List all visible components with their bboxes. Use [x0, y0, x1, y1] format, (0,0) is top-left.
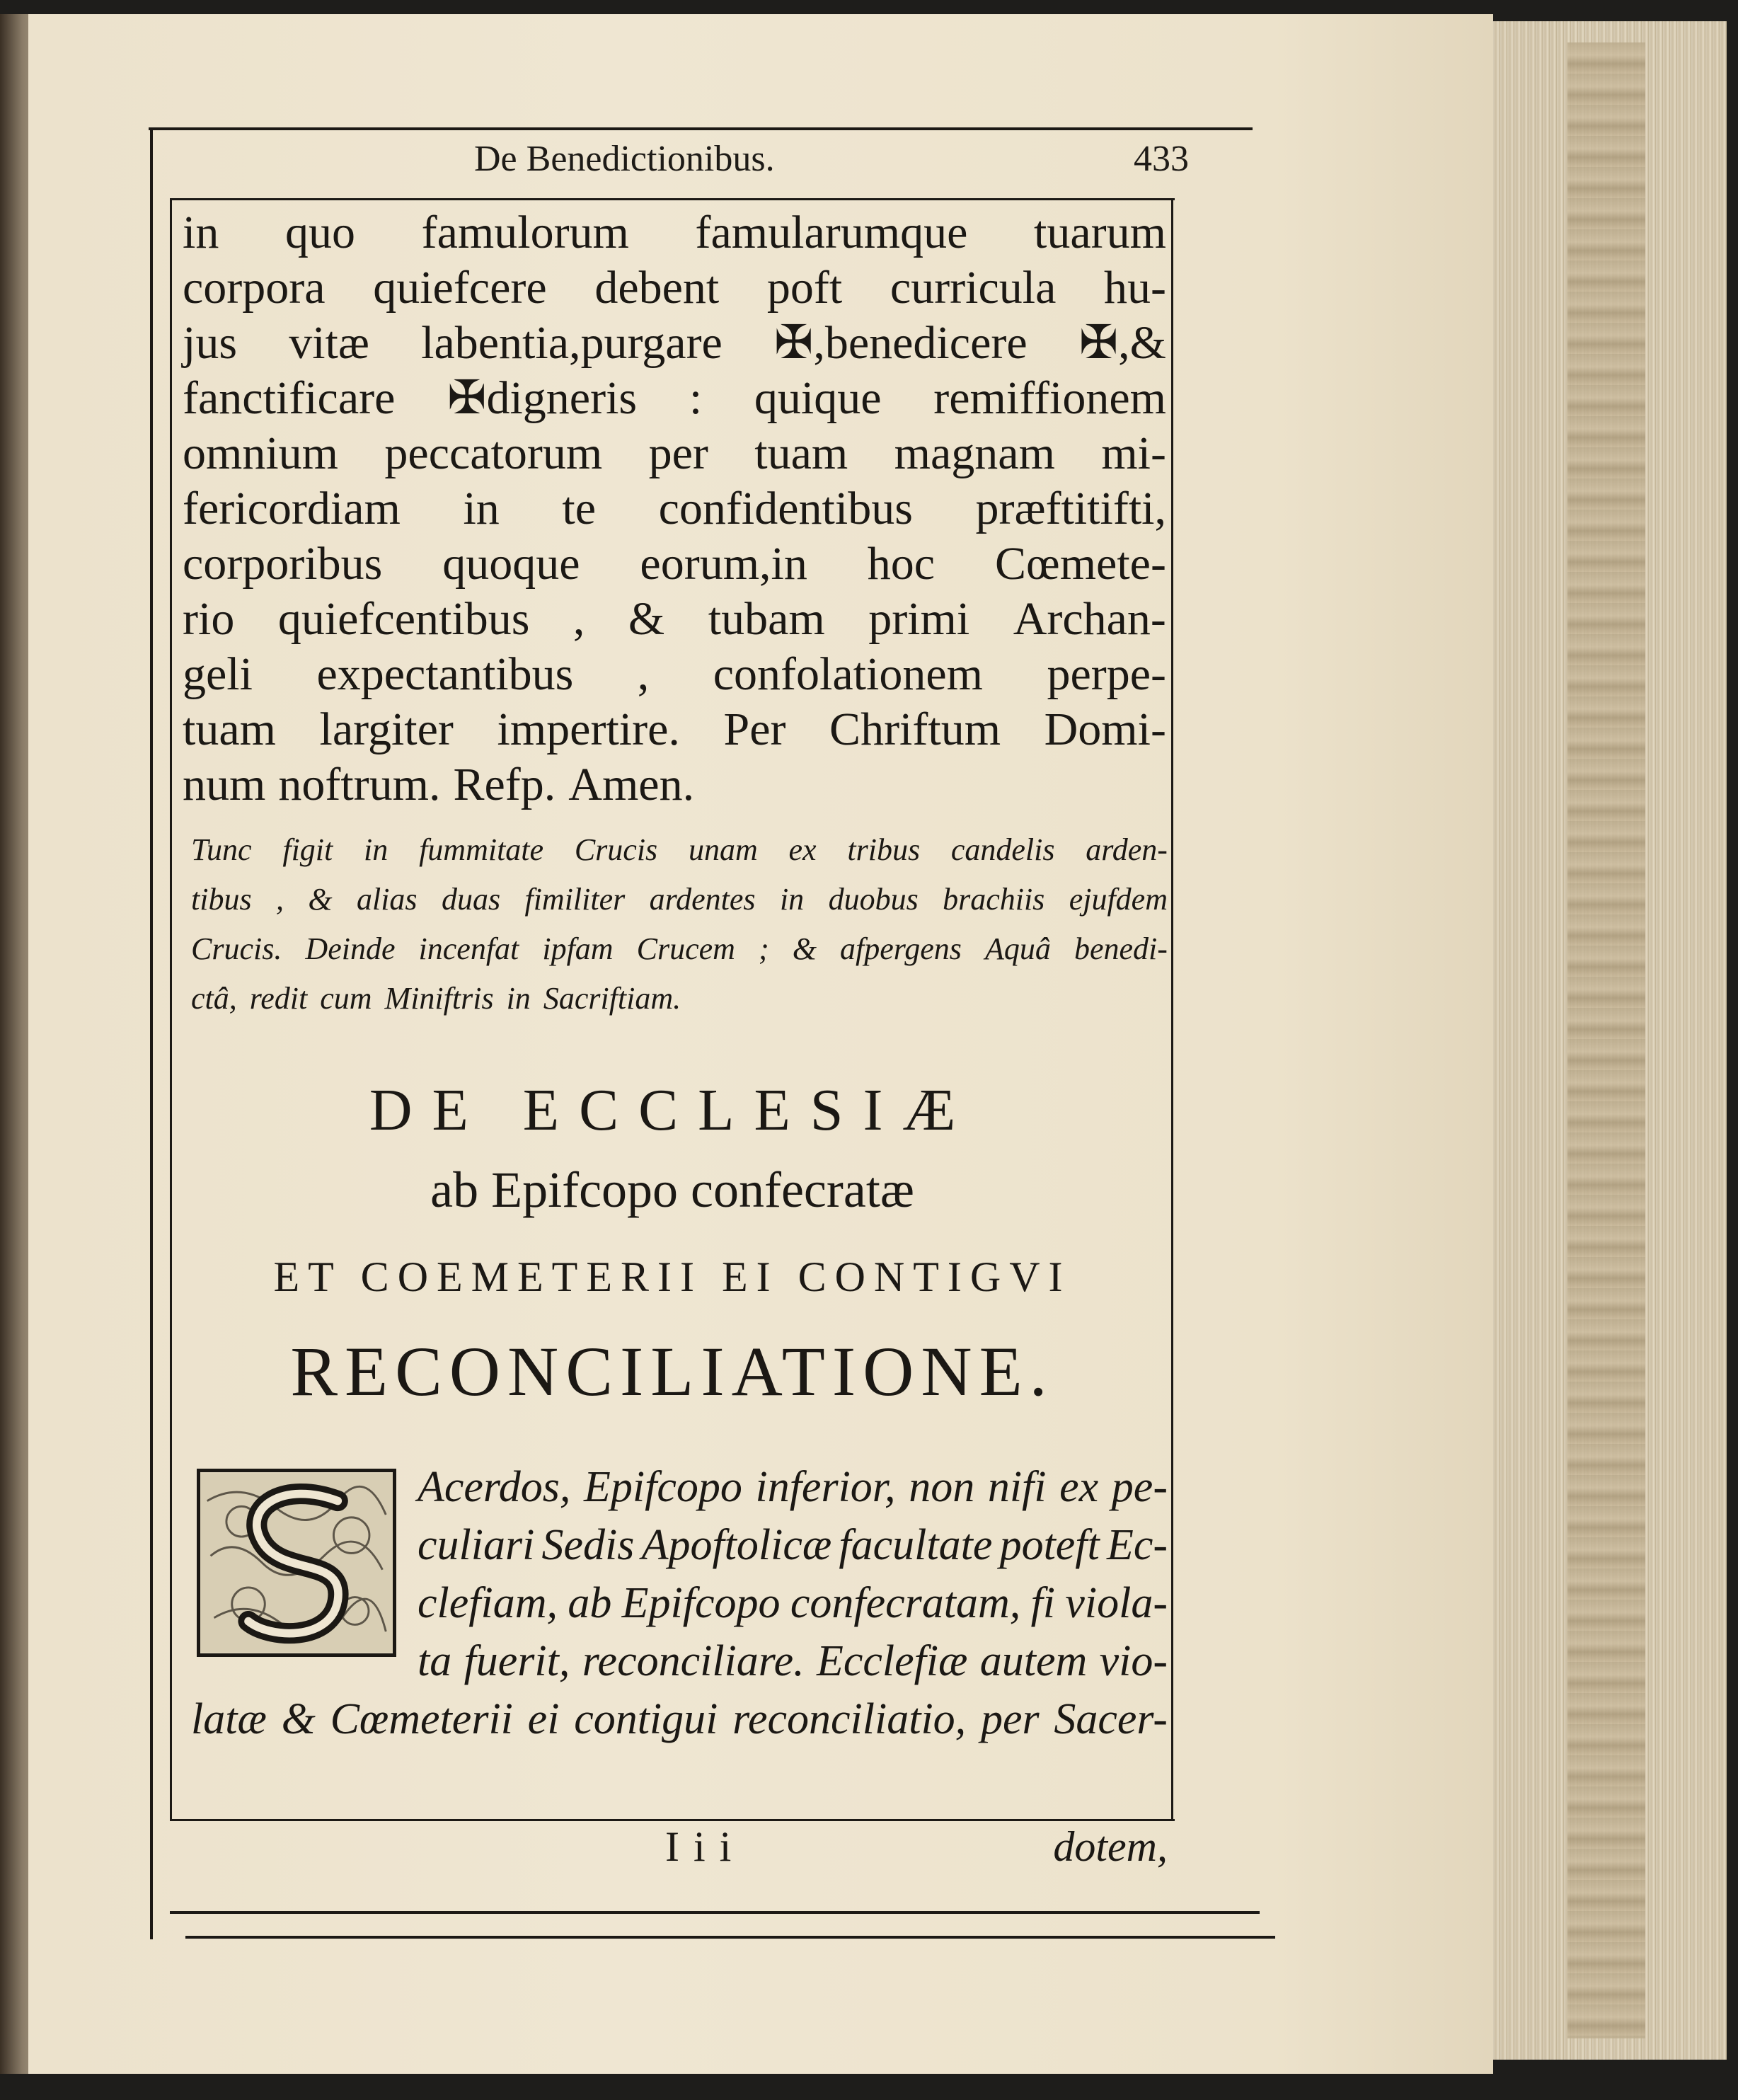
rubric-word: fimiliter	[524, 882, 626, 917]
prayer-word: tuam	[754, 428, 848, 479]
rubric-last-word: Sacriftiam.	[543, 981, 681, 1016]
prayer-word: te	[562, 483, 597, 534]
prayer-word: in	[183, 207, 219, 258]
frame-rule-base	[185, 1936, 1275, 1939]
section-title-line-3: ET COEMETERII EI CONTIGVI	[273, 1253, 1071, 1300]
rubric-word: ;	[759, 931, 769, 966]
section-title-line-1: DE ECCLESIÆ	[369, 1077, 976, 1143]
introduction-text	[418, 1458, 1168, 1690]
rubric-line	[191, 924, 1168, 974]
signature-mark: Iii	[665, 1823, 746, 1870]
intro-word: nifi	[987, 1463, 1047, 1511]
prayer-word: rio	[183, 593, 235, 645]
prayer-word: vitæ	[289, 317, 369, 369]
intro-word: viola-	[1065, 1579, 1168, 1627]
woodcut-initial-s	[197, 1469, 396, 1657]
intro-word: non	[909, 1463, 975, 1511]
intro-full-line	[191, 1690, 1168, 1748]
prayer-word: famulorum	[421, 207, 629, 258]
intro-short-word: Ecclefiæ	[816, 1637, 968, 1685]
intro-word: ab	[568, 1579, 612, 1627]
catchword: dotem,	[1053, 1823, 1168, 1870]
prayer-word: eorum,in	[640, 538, 807, 590]
page-fore-edge-shadow	[1567, 42, 1645, 2038]
rubric-word: Deinde	[305, 931, 396, 966]
prayer-last-word: Amen.	[568, 759, 695, 810]
prayer-line	[183, 481, 1166, 537]
intro-word: confecratam,	[790, 1579, 1021, 1627]
prayer-word: quoque	[442, 538, 580, 590]
intro-word: Apoftolicæ	[641, 1521, 832, 1569]
prayer-word: quiefcere	[373, 262, 547, 314]
prayer-word: per	[648, 428, 708, 479]
rubric-last-word: Miniftris	[384, 981, 494, 1016]
frame-rule-bottom	[170, 1911, 1260, 1914]
prayer-line	[183, 316, 1166, 371]
intro-word: Epifcopo	[584, 1463, 742, 1511]
intro-word: pe-	[1111, 1463, 1168, 1511]
rubric-word: fummitate	[419, 832, 544, 867]
prayer-word: fanctificare	[183, 372, 396, 424]
prayer-line	[183, 260, 1166, 316]
prayer-word: Cœmete-	[995, 538, 1166, 590]
intro-full-word: per	[980, 1695, 1040, 1743]
rubric-word: ,	[275, 882, 284, 917]
rubric-last-word: in	[506, 981, 531, 1016]
prayer-word: debent	[594, 262, 720, 314]
rubric-word: ex	[788, 832, 817, 867]
intro-word: culiari	[418, 1521, 535, 1569]
prayer-word: peccatorum	[384, 428, 603, 479]
prayer-word: remiffionem	[933, 372, 1166, 424]
rubric-word: Crucis	[574, 832, 658, 867]
prayer-word: :	[689, 372, 703, 424]
prayer-word: quiefcentibus	[277, 593, 530, 645]
running-head	[212, 138, 1189, 195]
prayer-last-word: Refp.	[453, 759, 556, 810]
prayer-word: mi-	[1101, 428, 1166, 479]
prayer-word: labentia,purgare	[421, 317, 723, 369]
rubric-word: duobus	[828, 882, 919, 917]
prayer-word: in	[463, 483, 500, 534]
prayer-word: corpora	[183, 262, 326, 314]
rubric-word: arden-	[1086, 832, 1168, 867]
intro-word: Acerdos,	[418, 1463, 571, 1511]
intro-line	[418, 1574, 1168, 1632]
rubric-word: candelis	[950, 832, 1055, 867]
rubric-word: benedi-	[1074, 931, 1168, 966]
prayer-word: perpe-	[1047, 648, 1166, 700]
rubric-word: alias	[356, 882, 418, 917]
intro-line	[418, 1516, 1168, 1574]
prayer-word: Per	[723, 704, 786, 755]
intro-full-word: Sacer-	[1054, 1695, 1168, 1743]
frame-rule-above-footer	[170, 1819, 1175, 1821]
prayer-word: curricula	[890, 262, 1057, 314]
intro-short-word: reconciliare.	[582, 1637, 805, 1685]
prayer-word: tubam	[708, 593, 825, 645]
prayer-word: confolationem	[713, 648, 983, 700]
introduction-text-full-width	[191, 1690, 1168, 1748]
frame-rule-left	[150, 127, 153, 1939]
prayer-word: ,	[637, 648, 650, 700]
prayer-word: fericordiam	[183, 483, 401, 534]
intro-word: Sedis	[541, 1521, 635, 1569]
rubric-word: in	[364, 832, 389, 867]
rubric-word: unam	[688, 832, 758, 867]
prayer-word: jus	[183, 317, 238, 369]
rubric-word: Crucis.	[191, 931, 282, 966]
prayer-word: expectantibus	[316, 648, 574, 700]
rubric-last-word: redit	[249, 981, 308, 1016]
prayer-word: Chriftum	[829, 704, 1001, 755]
prayer-word: famularumque	[695, 207, 968, 258]
prayer-word: Domi-	[1044, 704, 1166, 755]
frame-rule-left-inner	[170, 198, 172, 1819]
frame-rule-under-head	[170, 198, 1175, 200]
intro-short-line	[418, 1632, 1168, 1690]
intro-word: Epifcopo	[621, 1579, 781, 1627]
rubric-line	[191, 825, 1168, 875]
rubric-word: duas	[441, 882, 501, 917]
prayer-word: omnium	[183, 428, 339, 479]
prayer-line	[183, 426, 1166, 481]
intro-full-word: reconciliatio,	[732, 1695, 967, 1743]
intro-word: fi	[1030, 1579, 1056, 1627]
intro-short-word: autem	[979, 1637, 1088, 1685]
prayer-word: ,	[572, 593, 585, 645]
woodcut-initial-s-image	[200, 1472, 393, 1653]
intro-full-word: Cœmeterii	[330, 1695, 513, 1743]
rubric-word: figit	[282, 832, 333, 867]
prayer-word: quique	[754, 372, 882, 424]
rubric-last-line	[191, 974, 1168, 1023]
rubric-word: Tunc	[191, 832, 252, 867]
prayer-word: &	[628, 593, 665, 645]
rubric-word: Aquâ	[985, 931, 1051, 966]
rubric-word: ejufdem	[1069, 882, 1168, 917]
rubric-word: brachiis	[943, 882, 1045, 917]
prayer-line	[183, 537, 1166, 592]
rubric-word: &	[792, 931, 817, 966]
intro-word: inferior,	[755, 1463, 896, 1511]
rubric-last-word: ctâ,	[191, 981, 237, 1016]
rubric-line	[191, 875, 1168, 924]
rubric-instruction	[191, 825, 1168, 1023]
prayer-line	[183, 371, 1166, 426]
prayer-word: confidentibus	[658, 483, 913, 534]
page-footer	[184, 1823, 1168, 1879]
prayer-word: magnam	[894, 428, 1055, 479]
intro-line	[418, 1458, 1168, 1516]
rubric-last-word: cum	[320, 981, 372, 1016]
intro-word: poteft	[999, 1521, 1100, 1569]
intro-short-word: fuerit,	[464, 1637, 570, 1685]
intro-full-word: latæ	[191, 1695, 267, 1743]
prayer-text	[183, 205, 1166, 813]
section-title-line-4: RECONCILIATIONE.	[290, 1332, 1054, 1411]
prayer-word: impertire.	[497, 704, 680, 755]
prayer-word: ✠digneris	[447, 372, 638, 424]
prayer-word: tuam	[183, 704, 276, 755]
prayer-word: tuarum	[1034, 207, 1166, 258]
rubric-word: in	[779, 882, 805, 917]
section-title-line-2: ab Epifcopo confecratæ	[430, 1161, 914, 1218]
intro-full-word: &	[281, 1695, 316, 1743]
page-number: 433	[1134, 139, 1189, 179]
prayer-word: poft	[766, 262, 843, 314]
rubric-word: afpergens	[840, 931, 962, 966]
prayer-word: quo	[284, 207, 355, 258]
intro-word: Ec-	[1106, 1521, 1168, 1569]
rubric-word: incenfat	[418, 931, 519, 966]
prayer-word: ✠,benedicere	[774, 317, 1028, 369]
prayer-line	[183, 647, 1166, 702]
intro-word: facultate	[839, 1521, 993, 1569]
prayer-word: ✠,&	[1078, 317, 1166, 369]
prayer-word: Archan-	[1013, 593, 1166, 645]
rubric-word: ardentes	[649, 882, 756, 917]
intro-full-word: contigui	[574, 1695, 718, 1743]
frame-rule-right-inner	[1171, 198, 1173, 1819]
prayer-line	[183, 592, 1166, 647]
intro-short-word: ta	[418, 1637, 452, 1685]
rubric-word: ipfam	[542, 931, 614, 966]
prayer-word: geli	[183, 648, 253, 700]
prayer-word: largiter	[319, 704, 454, 755]
running-head-title: De Benedictionibus.	[474, 139, 775, 179]
intro-short-word: vio-	[1099, 1637, 1168, 1685]
intro-full-word: ei	[527, 1695, 560, 1743]
rubric-word: Crucem	[636, 931, 735, 966]
prayer-word: præftitifti,	[975, 483, 1166, 534]
prayer-word: hu-	[1104, 262, 1166, 314]
frame-rule-top	[149, 127, 1253, 130]
intro-word: clefiam,	[418, 1579, 558, 1627]
rubric-word: tibus	[191, 882, 252, 917]
prayer-line	[183, 205, 1166, 260]
rubric-word: tribus	[847, 832, 921, 867]
prayer-word: primi	[868, 593, 970, 645]
prayer-line	[183, 702, 1166, 757]
prayer-last-word: noftrum.	[278, 759, 441, 810]
prayer-last-word: num	[183, 759, 266, 810]
prayer-word: hoc	[867, 538, 936, 590]
intro-word: ex	[1059, 1463, 1099, 1511]
rubric-word: &	[308, 882, 333, 917]
prayer-word: corporibus	[183, 538, 383, 590]
prayer-last-line	[183, 757, 1166, 813]
